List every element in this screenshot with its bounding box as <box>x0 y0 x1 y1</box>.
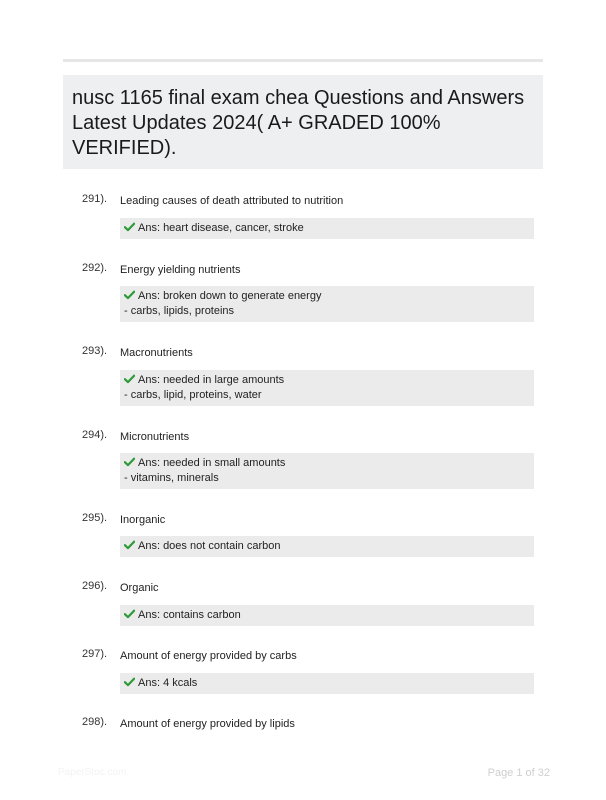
question-number: 293). <box>82 345 108 357</box>
answer-text: Ans: contains carbon <box>138 609 241 621</box>
answer-box <box>120 370 534 406</box>
top-divider <box>63 59 543 62</box>
question-text: Leading causes of death attributed to nutrition <box>120 195 344 207</box>
answer-text: Ans: heart disease, cancer, stroke <box>138 222 304 234</box>
check-icon <box>124 374 135 384</box>
question-number: 297). <box>82 648 108 660</box>
answer-box <box>120 453 534 489</box>
question-number: 292). <box>82 262 108 274</box>
check-icon <box>124 290 135 300</box>
answer-box <box>120 286 534 322</box>
question-text: Micronutrients <box>120 431 190 443</box>
page-indicator: Page 1 of 32 <box>487 767 550 779</box>
answer-box <box>120 536 534 557</box>
answer-detail: - vitamins, minerals <box>124 472 219 484</box>
answer-text: Ans: does not contain carbon <box>138 540 281 552</box>
question-number: 295). <box>82 512 108 524</box>
document-title: nusc 1165 final exam chea Questions and Answers Latest Updates 2024( A+ GRADED 100% VERIFIED). <box>72 87 525 159</box>
answer-text: Ans: 4 kcals <box>138 677 198 689</box>
title-box <box>63 75 543 169</box>
check-icon <box>124 222 135 232</box>
check-icon <box>124 677 135 687</box>
answer-text: Ans: broken down to generate energy <box>138 290 322 302</box>
answer-detail: - carbs, lipids, proteins <box>124 305 235 317</box>
question-text: Energy yielding nutrients <box>120 264 241 276</box>
question-number: 294). <box>82 429 108 441</box>
question-text: Amount of energy provided by lipids <box>120 718 295 730</box>
question-number: 291). <box>82 193 108 205</box>
answer-text: Ans: needed in large amounts <box>138 374 285 386</box>
answer-detail: - carbs, lipid, proteins, water <box>124 389 262 401</box>
answer-box <box>120 605 534 626</box>
question-number: 296). <box>82 580 108 592</box>
question-text: Organic <box>120 582 159 594</box>
answer-text: Ans: needed in small amounts <box>138 457 286 469</box>
check-icon <box>124 540 135 550</box>
footer-watermark: PaperStoc.com <box>58 767 127 778</box>
question-number: 298). <box>82 716 108 728</box>
question-text: Inorganic <box>120 514 166 526</box>
answer-box <box>120 673 534 694</box>
answer-box <box>120 218 534 239</box>
check-icon <box>124 609 135 619</box>
question-text: Amount of energy provided by carbs <box>120 650 297 662</box>
check-icon <box>124 457 135 467</box>
question-text: Macronutrients <box>120 347 193 359</box>
